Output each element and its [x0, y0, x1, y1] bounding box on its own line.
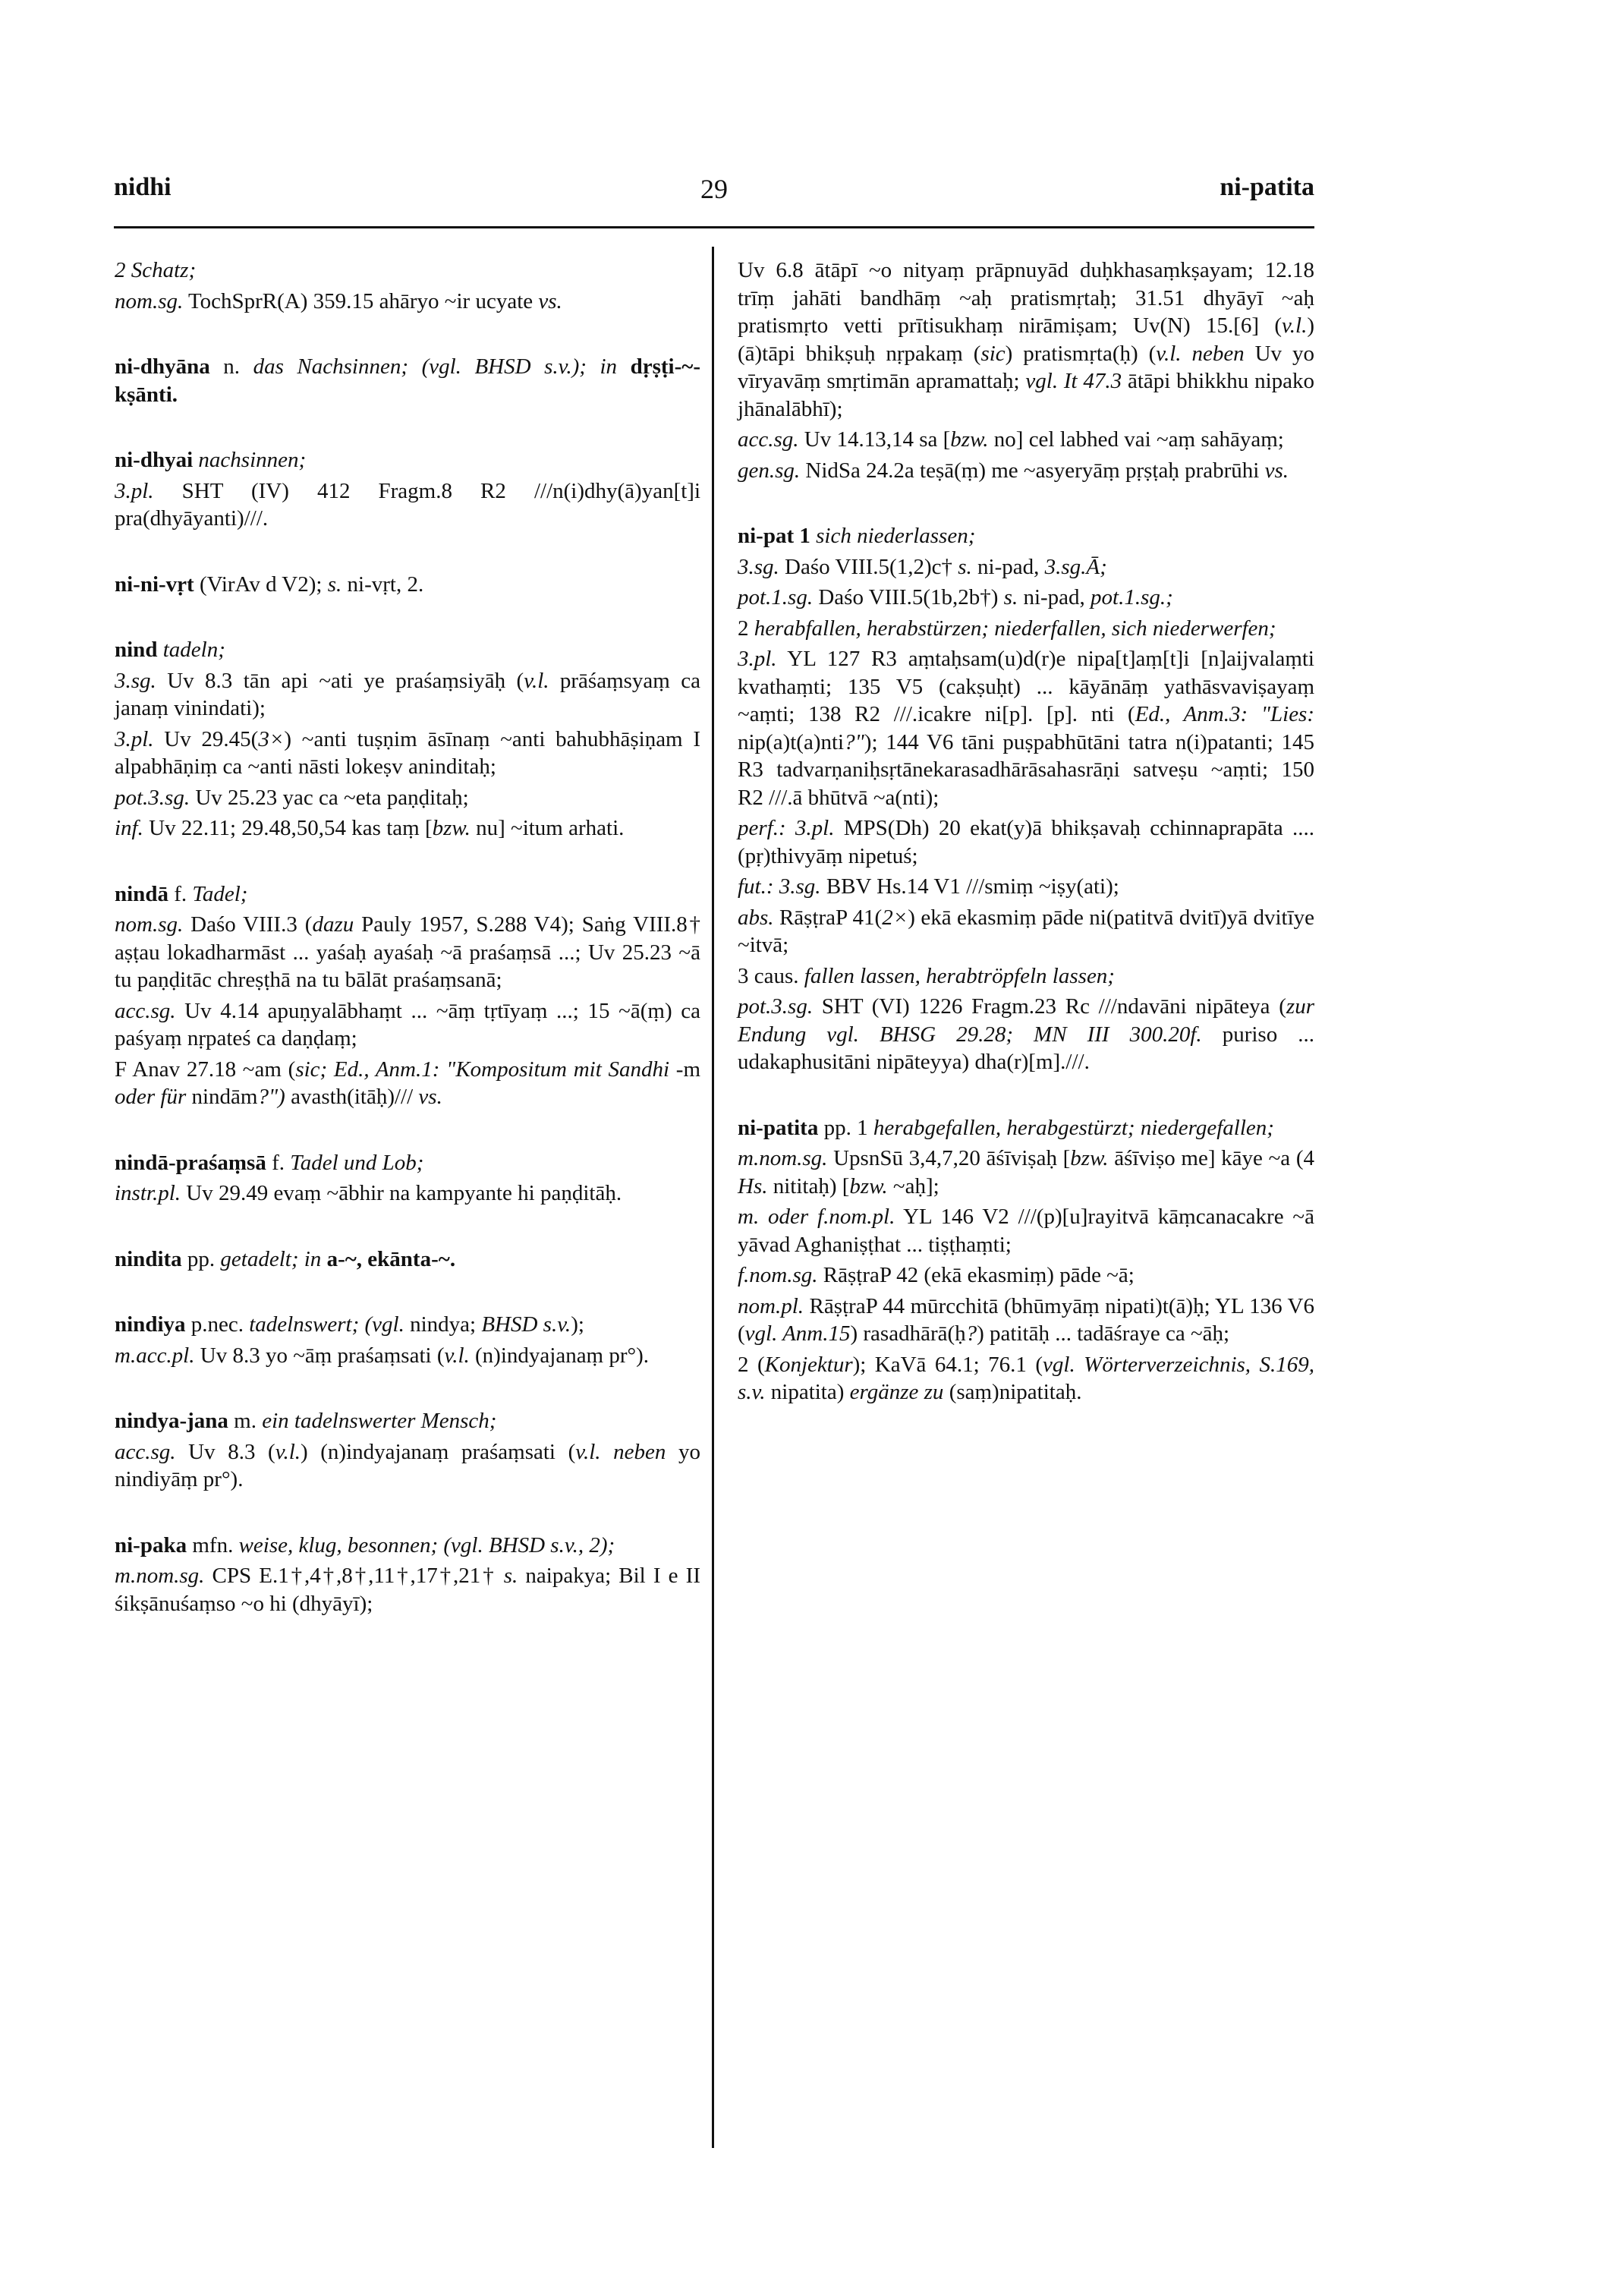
- gloss-text: zur Endung vgl. BHSG 29.28; MN III 300.20f.: [738, 994, 1314, 1047]
- entry-text: Uv 29.45(: [153, 726, 259, 751]
- gloss-text: v.l.: [1282, 313, 1308, 338]
- gloss-text: acc.sg.: [115, 998, 176, 1023]
- gloss-text: Ed., Anm.3: "Lies:: [1135, 702, 1315, 726]
- gloss-text: das Nachsinnen; (vgl. BHSD s.v.); in: [253, 354, 618, 379]
- entry-text: āśīviṣo me] kāye ~a (4: [1108, 1146, 1314, 1170]
- entry-paragraph: [738, 457, 1314, 485]
- entry-paragraph: [738, 873, 1314, 901]
- gloss-text: v.l.: [524, 668, 549, 693]
- gloss-text: v.l. neben: [1156, 341, 1245, 366]
- lemma: nind: [115, 638, 158, 662]
- gloss-text: vs.: [418, 1085, 442, 1109]
- entry-text: );: [571, 1312, 584, 1337]
- entry-text: ); KaVā 64.1; 76.1 (: [852, 1352, 1043, 1377]
- gloss-text: bzw.: [1070, 1146, 1109, 1170]
- entry-paragraph: [115, 997, 700, 1053]
- entry-text: RāṣṭraP 41(: [773, 905, 883, 930]
- entry-text: m.: [228, 1409, 263, 1433]
- entry-paragraph: [115, 1438, 700, 1494]
- entry-paragraph: [115, 1532, 700, 1560]
- gloss-text: sich niederlassen;: [810, 524, 976, 548]
- entry-paragraph: [738, 615, 1314, 643]
- entry-paragraph: [738, 1145, 1314, 1200]
- gloss-text: s.: [1003, 585, 1018, 609]
- entry-text: 2 (: [738, 1352, 765, 1377]
- entry-text: Daśo VIII.5(1,2)c†: [779, 554, 958, 579]
- entry-paragraph: [738, 426, 1314, 454]
- gloss-text: vgl. Anm.15: [744, 1321, 851, 1346]
- lemma: dṛṣṭi-~-kṣānti.: [115, 354, 700, 407]
- entry-paragraph: [738, 1261, 1314, 1290]
- entry-text: F Anav 27.18 ~am (: [115, 1057, 296, 1082]
- entry-text: ); 144 V6 tāni puṣpabhūtāni tatra n(i)patanti; 145 R3 tadvarṇaniḥsṛtānekarasadhārāsahasrāṇi satveṣu ~aṃti; 150 R2 ///.ā bhūtvā ~a(nti);: [738, 729, 1314, 810]
- gloss-text: sic: [980, 341, 1006, 366]
- entry-paragraph: [738, 1351, 1314, 1406]
- dictionary-entry: [115, 1311, 700, 1369]
- entry-paragraph: [115, 1056, 700, 1111]
- gloss-text: vgl. It 47.3: [1025, 369, 1122, 393]
- entry-paragraph: [115, 784, 700, 812]
- entry-text: avasth(itāḥ)///: [285, 1085, 419, 1109]
- lemma: nindā: [115, 881, 168, 906]
- entry-text: ~aḥ];: [887, 1173, 939, 1198]
- entry-text: no] cel labhed vai ~aṃ sahāyaṃ;: [988, 427, 1284, 452]
- dictionary-entry: [115, 353, 700, 408]
- gloss-text: gen.sg.: [738, 458, 801, 483]
- gloss-text: vs.: [538, 288, 562, 313]
- entry-paragraph: [115, 446, 700, 474]
- gloss-text: acc.sg.: [738, 427, 799, 452]
- entry-text: ) ekā ekasmiṃ pāde ni(patitvā dvitī)yā dvitīye ~itvā;: [738, 905, 1315, 957]
- dictionary-entry: [738, 257, 1314, 484]
- gloss-text: v.l. neben: [575, 1439, 666, 1464]
- entry-paragraph: [738, 584, 1314, 612]
- gloss-text: s.: [327, 572, 342, 597]
- entry-paragraph: [115, 288, 700, 316]
- entry-text: RāṣṭraP 42 (ekā ekasmiṃ) pāde ~ā;: [817, 1263, 1135, 1287]
- gloss-text: Tadel;: [192, 881, 248, 906]
- dictionary-entry: [115, 446, 700, 533]
- entry-paragraph: [115, 1562, 700, 1617]
- entry-paragraph: [738, 553, 1314, 581]
- lemma: nindya-jana: [115, 1409, 228, 1433]
- entry-paragraph: [738, 1114, 1314, 1142]
- entry-paragraph: [115, 1179, 700, 1208]
- lemma: a-~, ekānta-~.: [321, 1246, 456, 1271]
- left-column: [115, 257, 700, 1655]
- dictionary-entry: [115, 636, 700, 842]
- gloss-text: Konjektur: [764, 1352, 853, 1377]
- entry-paragraph: [115, 257, 700, 285]
- entry-paragraph: [738, 1203, 1314, 1258]
- gloss-text: nom.pl.: [738, 1293, 804, 1318]
- entry-text: prāśaṃsyaṃ ca janaṃ vinindati);: [115, 668, 701, 720]
- entry-text: (n)indyajanaṃ pr°).: [469, 1343, 650, 1368]
- entry-text: ) patitāḥ ... tadāśraye ca ~āḥ;: [977, 1321, 1230, 1346]
- entry-text: SHT (VI) 1226 Fragm.23 Rc ///ndavāni nipāteya (: [813, 994, 1286, 1019]
- entry-paragraph: [738, 993, 1314, 1076]
- dictionary-entry: [115, 1407, 700, 1494]
- entry-paragraph: [115, 911, 700, 994]
- lemma: ni-ni-vṛt: [115, 572, 194, 597]
- gloss-text: m. oder f.nom.pl.: [738, 1205, 895, 1229]
- gloss-text: inf.: [115, 816, 143, 840]
- entry-paragraph: [738, 814, 1314, 870]
- gloss-text: m.nom.sg.: [738, 1146, 828, 1170]
- lemma: ni-paka: [115, 1532, 187, 1557]
- lemma: ni-dhyāna: [115, 354, 210, 379]
- page-header: [114, 173, 1314, 219]
- entry-text: 3 caus.: [738, 963, 804, 988]
- gloss-text: pot.1.sg.;: [1091, 585, 1173, 609]
- right-column: [738, 257, 1314, 1444]
- entry-paragraph: [115, 1407, 700, 1435]
- entry-text: puriso ... udakaphusitāni nipāteyya) dha(r)[m].///.: [738, 1022, 1314, 1074]
- gloss-text: ?"): [257, 1085, 285, 1109]
- entry-text: RāṣṭraP 44 mūrcchitā (bhūmyāṃ nipati)t(ā)ḥ; YL 136 V6 (: [738, 1293, 1314, 1346]
- gloss-text: 3.pl.: [115, 478, 154, 503]
- gloss-text: Tadel und Lob;: [290, 1150, 424, 1175]
- entry-paragraph: [115, 880, 700, 909]
- entry-text: TochSprR(A) 359.15 ahāryo ~ir ucyate: [183, 288, 539, 313]
- dictionary-entry: [738, 522, 1314, 1076]
- entry-text: nindya;: [404, 1312, 482, 1337]
- entry-paragraph: [738, 962, 1314, 991]
- gloss-text: v.l.: [444, 1343, 470, 1368]
- dictionary-entry: [115, 1149, 700, 1208]
- entry-text: 2: [738, 616, 754, 641]
- gloss-text: tadeln;: [157, 638, 225, 662]
- entry-text: -m: [669, 1057, 700, 1082]
- gloss-text: herabgefallen, herabgestürzt; niedergefallen;: [873, 1115, 1274, 1140]
- entry-text: nindām: [186, 1085, 258, 1109]
- entry-text: MPS(Dh) 20 ekat(y)ā bhikṣavaḥ cchinnaprapāta .... (pṛ)thivyāṃ nipetuś;: [738, 816, 1315, 868]
- gloss-text: fut.: 3.sg.: [738, 874, 821, 899]
- dictionary-entry: [738, 1114, 1314, 1406]
- gloss-text: 3.sg.: [115, 668, 156, 693]
- entry-text: f.: [266, 1150, 291, 1175]
- entry-text: pp. 1: [818, 1115, 873, 1140]
- gloss-text: BHSD s.v.: [481, 1312, 571, 1337]
- gloss-text: ergänze zu: [849, 1380, 944, 1404]
- gloss-text: pot.3.sg.: [738, 994, 814, 1019]
- entry-text: ) pratismṛta(ḥ) (: [1005, 341, 1157, 366]
- entry-paragraph: [115, 726, 700, 781]
- gloss-text: pot.1.sg.: [738, 585, 814, 609]
- gloss-text: vgl. Wörterverzeichnis, S.169, s.v.: [738, 1352, 1314, 1404]
- gloss-text: bzw.: [950, 427, 989, 452]
- entry-text: ni-pad,: [971, 554, 1045, 579]
- gloss-text: s.: [503, 1564, 518, 1588]
- entry-text: Uv 6.8 ātāpī ~o nityaṃ prāpnuyād duḥkhasaṃkṣayam; 12.18 trīṃ jahāti bandhāṃ ~aḥ pratismṛtaḥ; 31.51 dhyāyī ~aḥ pratismṛto vetti prītisukhaṃ nirāmiṣam; Uv(N) 15.[6] (: [738, 258, 1314, 338]
- gloss-text: v.l.: [275, 1439, 301, 1464]
- entry-text: f.: [168, 881, 193, 906]
- entry-text: Uv 4.14 apuṇyalābhaṃt ... ~āṃ tṛtīyaṃ ...; 15 ~ā(ṃ) ca paśyaṃ nṛpateś ca daṇḍaṃ;: [115, 998, 700, 1050]
- gloss-text: nom.sg.: [115, 288, 184, 313]
- entry-paragraph: [115, 1342, 700, 1370]
- entry-text: Uv 29.49 evaṃ ~ābhir na kampyante hi paṇḍitāḥ.: [181, 1181, 622, 1205]
- entry-text: pp.: [181, 1246, 221, 1271]
- gloss-text: perf.: 3.pl.: [738, 816, 835, 840]
- entry-paragraph: [115, 1149, 700, 1177]
- gloss-text: s.: [958, 554, 972, 579]
- gloss-text: bzw.: [849, 1173, 888, 1198]
- dictionary-entry: [115, 1532, 700, 1618]
- dictionary-entry: [115, 1246, 700, 1274]
- entry-text: nipatita): [765, 1380, 850, 1404]
- entry-text: ) rasadhārā(ḥ: [850, 1321, 966, 1346]
- entry-text: Uv 14.13,14 sa [: [798, 427, 951, 452]
- entry-text: UpsnSū 3,4,7,20 āśīviṣaḥ [: [827, 1146, 1071, 1170]
- lemma: ni-pat 1: [738, 524, 810, 548]
- entry-paragraph: [115, 477, 700, 533]
- entry-text: CPS E.1†,4†,8†,11†,17†,21†: [204, 1564, 504, 1588]
- entry-text: ātāpi bhikkhu nipako jhānalābhī);: [738, 369, 1314, 421]
- entry-text: Uv 25.23 yac ca ~eta paṇḍitaḥ;: [190, 785, 469, 810]
- entry-paragraph: [738, 257, 1314, 423]
- entry-paragraph: [115, 667, 700, 723]
- entry-paragraph: [115, 814, 700, 842]
- gloss-text: oder für: [115, 1085, 187, 1109]
- gloss-text: Hs.: [738, 1173, 768, 1198]
- column-divider: [712, 247, 714, 2148]
- gloss-text: herabfallen, herabstürzen; niederfallen, sich niederwerfen;: [754, 616, 1276, 641]
- gloss-text: weise, klug, besonnen; (vgl. BHSD s.v., 2);: [238, 1532, 615, 1557]
- gloss-text: 2 Schatz;: [115, 258, 197, 282]
- entry-text: nip(a)t(a)nti: [738, 729, 845, 754]
- entry-paragraph: [115, 571, 700, 599]
- entry-paragraph: [738, 645, 1314, 811]
- entry-text: SHT (IV) 412 Fragm.8 R2 ///n(i)dhy(ā)yan[t]i pra(dhyāyanti)///.: [115, 478, 700, 531]
- lemma: ni-dhyai: [115, 448, 194, 472]
- gloss-text: 3.sg.: [738, 554, 779, 579]
- entry-text: mfn.: [187, 1532, 239, 1557]
- entry-text: naipakya; Bil I e II śikṣānuśaṃso ~o hi (dhyāyī);: [115, 1564, 700, 1616]
- gloss-text: 3×: [258, 726, 285, 751]
- header-left-catchword: nidhi: [114, 173, 172, 201]
- gloss-text: vs.: [1264, 458, 1289, 483]
- entry-text: ) (ā)tāpi bhikṣuḥ nṛpakaṃ (: [738, 313, 1314, 366]
- gloss-text: ?": [844, 729, 864, 754]
- gloss-text: m.nom.sg.: [115, 1564, 205, 1588]
- gloss-text: nom.sg.: [115, 912, 184, 937]
- entry-paragraph: [738, 1293, 1314, 1348]
- gloss-text: instr.pl.: [115, 1181, 181, 1205]
- gloss-text: getadelt; in: [220, 1246, 322, 1271]
- entry-paragraph: [738, 522, 1314, 550]
- gloss-text: dazu: [312, 912, 354, 937]
- entry-text: Uv 8.3 (: [175, 1439, 275, 1464]
- entry-paragraph: [115, 1311, 700, 1339]
- gloss-text: acc.sg.: [115, 1439, 176, 1464]
- entry-text: Uv 8.3 yo ~āṃ praśaṃsati (: [194, 1343, 445, 1368]
- entry-text: (saṃ)nipatitaḥ.: [943, 1380, 1082, 1404]
- gloss-text: 2×: [882, 905, 908, 930]
- gloss-text: 3.pl.: [738, 647, 777, 671]
- entry-text: ni-vṛt, 2.: [341, 572, 424, 597]
- entry-text: YL 146 V2 ///(p)[u]rayitvā kāṃcanacakre ~ā yāvad Aghaniṣṭhat ... tiṣṭhaṃti;: [738, 1205, 1314, 1257]
- header-right-catchword: ni-patita: [1220, 173, 1314, 201]
- entry-text: Uv 8.3 tān api ~ati ye praśaṃsiyāḥ (: [156, 668, 524, 693]
- entry-paragraph: [115, 353, 700, 408]
- page-number: 29: [700, 174, 728, 204]
- entry-text: Daśo VIII.5(1b,2b†): [813, 585, 1004, 609]
- gloss-text: ?: [965, 1321, 977, 1346]
- entry-text: n.: [209, 354, 253, 379]
- entry-text: nititaḥ) [: [767, 1173, 850, 1198]
- entry-text: nu] ~itum arhati.: [470, 816, 625, 840]
- gloss-text: nachsinnen;: [193, 448, 307, 472]
- entry-paragraph: [115, 1246, 700, 1274]
- entry-text: ) (n)indyajanaṃ praśaṃsati (: [301, 1439, 576, 1464]
- entry-text: NidSa 24.2a teṣā(ṃ) me ~asyeryāṃ pṛṣṭaḥ prabrūhi: [800, 458, 1265, 483]
- entry-text: p.nec.: [185, 1312, 250, 1337]
- entry-paragraph: [115, 636, 700, 664]
- gloss-text: 3.sg.Ā;: [1044, 554, 1107, 579]
- entry-text: Uv 22.11; 29.48,50,54 kas taṃ [: [143, 816, 433, 840]
- entry-text: ni-pad,: [1018, 585, 1091, 609]
- gloss-text: pot.3.sg.: [115, 785, 190, 810]
- gloss-text: sic; Ed., Anm.1: "Kompositum mit Sandhi: [295, 1057, 670, 1082]
- lemma: nindā-praśaṃsā: [115, 1150, 266, 1175]
- dictionary-entry: [115, 880, 700, 1111]
- entry-text: ) ~anti tuṣṇim āsīnaṃ ~anti bahubhāṣiṇam I alpabhāṇiṃ ca ~anti nāsti lokeṣv aninditaḥ;: [115, 726, 700, 779]
- gloss-text: bzw.: [432, 816, 471, 840]
- gloss-text: ein tadelnswerter Mensch;: [262, 1409, 497, 1433]
- lemma: nindita: [115, 1246, 182, 1271]
- dictionary-entry: [115, 257, 700, 315]
- lemma: nindiya: [115, 1312, 186, 1337]
- entry-text: BBV Hs.14 V1 ///smiṃ ~iṣy(ati);: [820, 874, 1119, 899]
- gloss-text: fallen lassen, herabtröpfeln lassen;: [804, 963, 1115, 988]
- entry-text: Daśo VIII.3 (: [183, 912, 313, 937]
- entry-text: Pauly 1957, S.288 V4); Saṅg VIII.8† aṣṭau lokadharmāst ... yaśaḥ ayaśaḥ ~ā praśaṃsā ...; Uv 25.23 ~ā tu paṇḍitāc chreṣṭhā na tu bālāt praśaṃsanā;: [115, 912, 700, 992]
- lemma: ni-patita: [738, 1115, 819, 1140]
- gloss-text: abs.: [738, 905, 774, 930]
- entry-paragraph: [738, 904, 1314, 959]
- gloss-text: m.acc.pl.: [115, 1343, 195, 1368]
- gloss-text: 3.pl.: [115, 726, 154, 751]
- entry-text: yo nindiyāṃ pr°).: [115, 1439, 701, 1491]
- header-rule: [114, 226, 1314, 228]
- entry-text: (VirAv d V2);: [194, 572, 328, 597]
- entry-text: YL 127 R3 aṃtaḥsam(u)d(r)e nipa[t]aṃ[t]i [n]aijvalaṃti kvathaṃti; 135 V5 (cakṣuḥt) ... kāyānāṃ yathāsvaviṣayaṃ ~aṃti; 138 R2 ///.icakre ni[p]. [p]. nti (: [738, 647, 1314, 726]
- gloss-text: tadelnswert; (vgl.: [249, 1312, 404, 1337]
- dictionary-entry: [115, 571, 700, 599]
- gloss-text: f.nom.sg.: [738, 1263, 818, 1287]
- entry-text: Uv yo vīryavāṃ smṛtimān apramattaḥ;: [738, 341, 1314, 393]
